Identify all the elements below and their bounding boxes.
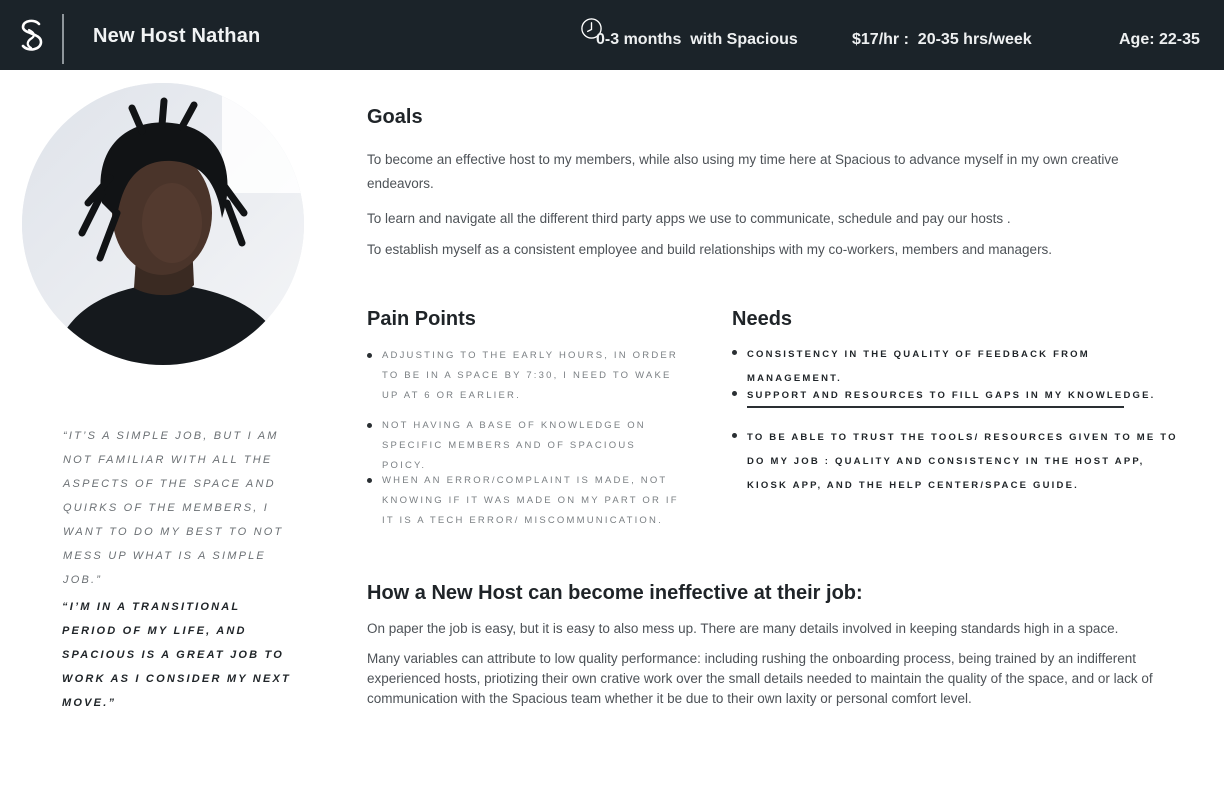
persona-quote-emphasis: “I’M IN A TRANSITIONAL PERIOD OF MY LIFE, AND SPACIOUS IS A GREAT JOB TO WORK AS I CONSIDER MY NEXT MOVE.” <box>62 601 291 709</box>
need-item-label: SUPPORT AND RESOURCES TO FILL GAPS IN MY KNOWLEDGE. <box>747 390 1156 401</box>
persona-portrait <box>22 83 304 365</box>
ineffective-paragraph: On paper the job is easy, but it is easy to also mess up. There are many details involved in keeping standards high in a space. <box>367 621 1119 636</box>
pain-points-heading: Pain Points <box>367 308 476 330</box>
persona-quote: “IT’S A SIMPLE JOB, BUT I AM NOT FAMILIAR WITH ALL THE ASPECTS OF THE SPACE AND QUIRKS OF THE MEMBERS, I WANT TO DO MY BEST TO NOT MESS UP WHAT IS A SIMPLE JOB.” <box>63 430 284 586</box>
goal-item: To establish myself as a consistent employee and build relationships with my co-workers, members and managers. <box>367 242 1053 257</box>
age-text: Age: 22-35 <box>1119 31 1200 48</box>
need-item-highlighted <box>747 384 1187 408</box>
pain-point-item: ADJUSTING TO THE EARLY HOURS, IN ORDER TO BE IN A SPACE BY 7:30, I NEED TO WAKE UP AT 6 OR EARLIER. <box>382 346 682 406</box>
need-item: TO BE ABLE TO TRUST THE TOOLS/ RESOURCES GIVEN TO ME TO DO MY JOB : QUALITY AND CONSISTENCY IN THE HOST APP, KIOSK APP, AND THE HELP CENTER/SPACE GUIDE. <box>747 426 1187 498</box>
goal-item: To become an effective host to my members, while also using my time here at Spacious to advance myself in my own creative endeavors. <box>367 152 1119 191</box>
persona-header <box>0 0 1224 70</box>
ineffective-paragraph: Many variables can attribute to low quality performance: including rushing the onboarding process, being trained by an indifferent experienced hosts, priotizing their own crative work over the small details needed to maintain the quality of the space, and or lack of communication with the Spacious team whether it be due to their own laxity or personal comfort level. <box>367 651 1153 706</box>
pay-text: $17/hr : 20-35 hrs/week <box>852 31 1032 48</box>
pain-point-item: NOT HAVING A BASE OF KNOWLEDGE ON SPECIFIC MEMBERS AND OF SPACIOUS POICY. <box>382 416 682 476</box>
pain-point-item: WHEN AN ERROR/COMPLAINT IS MADE, NOT KNOWING IF IT WAS MADE ON MY PART OR IF IT IS A TECH ERROR/ MISCOMMUNICATION. <box>382 471 682 531</box>
need-item: CONSISTENCY IN THE QUALITY OF FEEDBACK FROM MANAGEMENT. <box>747 343 1187 391</box>
portrait-illustration <box>22 83 304 365</box>
needs-heading: Needs <box>732 308 793 330</box>
tenure-text: 0-3 months with Spacious <box>596 31 798 48</box>
need-item-underline <box>747 406 1124 408</box>
spacious-logo-icon <box>17 18 47 54</box>
goal-item: To learn and navigate all the different third party apps we use to communicate, schedule and pay our hosts . <box>367 211 1011 226</box>
ineffective-heading: How a New Host can become ineffective at their job: <box>367 582 863 604</box>
persona-name: New Host Nathan <box>93 25 261 47</box>
header-divider <box>62 14 64 64</box>
goals-heading: Goals <box>367 106 423 128</box>
